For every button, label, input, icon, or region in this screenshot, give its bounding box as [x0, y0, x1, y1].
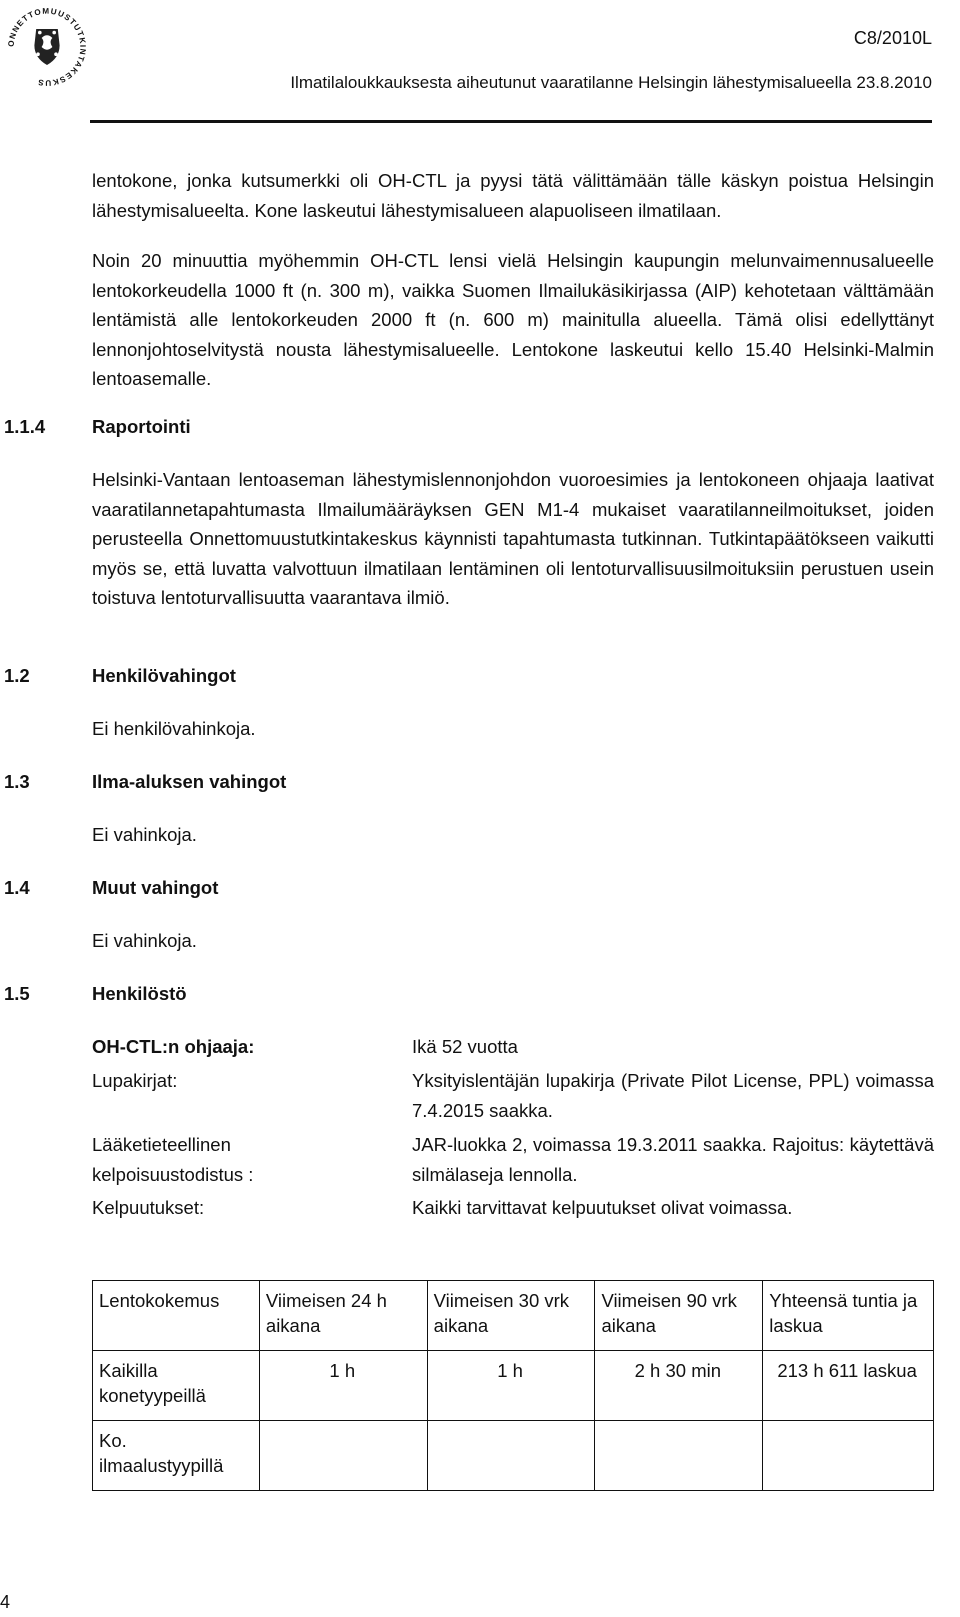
ratings-value: Kaikki tarvittavat kelpuutukset olivat voimassa.	[412, 1197, 793, 1218]
paragraph-raportointi: Helsinki-Vantaan lentoaseman lähestymislennonjohdon vuoroesimies ja lentokoneen ohjaaja laativat vaaratilannetapahtumasta Ilmailumääräyksen GEN M1-4 mukaiset vaaratilanneilmoitukset, joiden perusteella Onnettomuustutkintakeskus käynnisti tapahtumasta tutkinnan. Tutkintapäätökseen vaikutti myös se, että luvatta valvottuun ilmatilaan lentäminen oli lentoturvallisuusilmoituksiin perustuen usein toistuva lentoturvallisuutta vaarantava ilmiö.	[92, 469, 934, 608]
table-header-cell: Lentokokemus	[93, 1281, 260, 1351]
page-number: 4	[0, 1592, 11, 1612]
section-number-1-4: 1.4	[4, 877, 30, 898]
table-cell: Ko. ilmaalustyypillä	[93, 1421, 260, 1491]
medical-value: JAR-luokka 2, voimassa 19.3.2011 saakka. Rajoitus: käytettävä silmälaseja lennolla.	[412, 1134, 934, 1185]
text-muut-vahingot: Ei vahinkoja.	[92, 930, 197, 951]
text-henkilovahingot: Ei henkilövahinkoja.	[92, 718, 256, 739]
medical-label	[92, 1130, 392, 1190]
ratings-label: Kelpuutukset:	[92, 1197, 205, 1218]
medical-label-line-1: Lääketieteellinen	[92, 1134, 231, 1155]
section-title-ilma-aluksen-vahingot: Ilma-aluksen vahingot	[92, 771, 287, 792]
table-header-cell: Viimeisen 24 h aikana	[259, 1281, 427, 1351]
section-title-muut-vahingot: Muut vahingot	[92, 877, 219, 898]
table-header-cell: Viimeisen 30 vrk aikana	[427, 1281, 595, 1351]
section-number-1-5: 1.5	[4, 983, 30, 1004]
report-title: Ilmatilaloukkauksesta aiheutunut vaaratilanne Helsingin lähestymisalueella 23.8.2010	[290, 73, 932, 92]
table-row	[93, 1421, 934, 1491]
table-cell	[259, 1421, 427, 1491]
pilot-label: OH-CTL:n ohjaaja:	[92, 1036, 255, 1057]
agency-seal-logo	[2, 2, 92, 92]
section-number-1-1-4: 1.1.4	[4, 416, 46, 437]
table-header-cell: Viimeisen 90 vrk aikana	[595, 1281, 763, 1351]
table-cell: Kaikilla konetyypeillä	[93, 1351, 260, 1421]
table-cell: 1 h	[259, 1351, 427, 1421]
svg-text:ONNETTOMUUSTUTKINTAKESKUS: ONNETTOMUUSTUTKINTAKESKUS	[6, 6, 88, 88]
text-ilma-aluksen-vahingot: Ei vahinkoja.	[92, 824, 197, 845]
table-cell: 213 h 611 laskua	[763, 1351, 934, 1421]
table-header-row	[93, 1281, 934, 1351]
license-value: Yksityislentäjän lupakirja (Private Pilot License, PPL) voimassa 7.4.2015 saakka.	[412, 1070, 934, 1121]
table-header-cell: Yhteensä tuntia ja laskua	[763, 1281, 934, 1351]
report-code: C8/2010L	[853, 28, 932, 48]
table-cell	[763, 1421, 934, 1491]
section-title-raportointi: Raportointi	[92, 416, 191, 437]
table-cell: 1 h	[427, 1351, 595, 1421]
license-label: Lupakirjat:	[92, 1070, 178, 1091]
section-title-henkilosto: Henkilöstö	[92, 983, 187, 1004]
medical-label-line-2: kelpoisuustodistus :	[92, 1164, 254, 1185]
header-divider	[90, 120, 932, 123]
paragraph-intro-2: Noin 20 minuuttia myöhemmin OH-CTL lensi vielä Helsingin kaupungin melunvaimennusalueelle lentokorkeudella 1000 ft (n. 300 m), vaikka Suomen Ilmailukäsikirjassa (AIP) kehotetaan välttämään lentämistä alle lentokorkeuden 2000 ft (n. 600 m) mainitulla alueella. Tämä olisi edellyttänyt lennonjohtoselvitystä nousta lähestymisalueelle. Lentokone laskeutui kello 15.40 Helsinki-Malmin lentoasemalle.	[92, 250, 934, 389]
table-row	[93, 1351, 934, 1421]
table-cell: 2 h 30 min	[595, 1351, 763, 1421]
table-cell	[595, 1421, 763, 1491]
lion-emblem-icon	[34, 29, 59, 65]
section-number-1-3: 1.3	[4, 771, 30, 792]
section-title-henkilovahingot: Henkilövahingot	[92, 665, 236, 686]
section-number-1-2: 1.2	[4, 665, 30, 686]
pilot-value: Ikä 52 vuotta	[412, 1036, 518, 1057]
table-cell	[427, 1421, 595, 1491]
paragraph-intro-1: lentokone, jonka kutsumerkki oli OH-CTL ja pyysi tätä välittämään tälle käskyn poistua Helsingin lähestymisalueelta. Kone laskeutui lähestymisalueen alapuoliseen ilmatilaan.	[92, 170, 934, 221]
flight-experience-table	[92, 1280, 934, 1491]
